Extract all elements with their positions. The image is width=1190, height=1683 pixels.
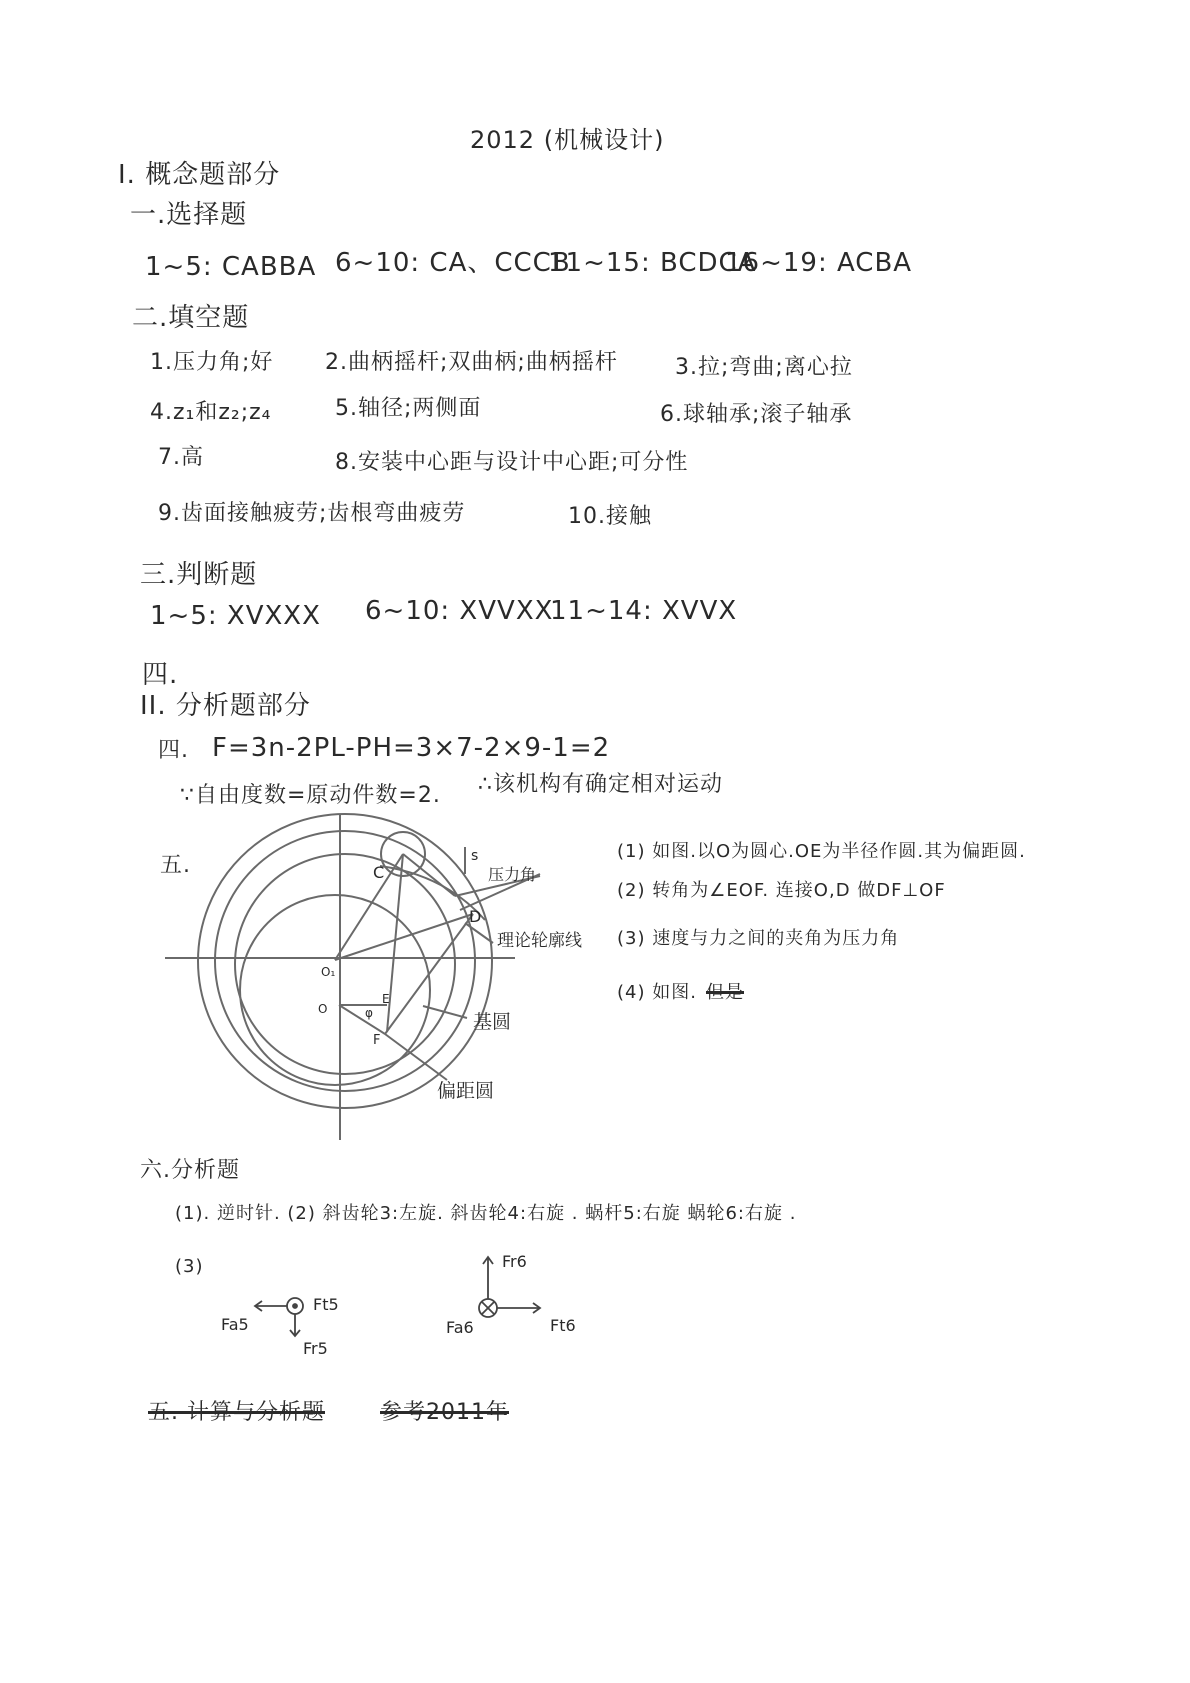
- label-fa6: Fa6: [446, 1318, 474, 1337]
- fill-answer-3: 3.拉;弯曲;离心拉: [675, 355, 853, 380]
- judge-answer-3: 11~14: XVVX: [550, 596, 738, 626]
- q4-label: 四.: [158, 738, 189, 763]
- choice-answer-1: 1~5: CABBA: [145, 252, 317, 282]
- choice-heading: 一.选择题: [130, 200, 248, 230]
- q6-heading: 六.分析题: [140, 1158, 240, 1183]
- base-circle: [240, 895, 430, 1085]
- fill-answer-7: 7.高: [158, 445, 204, 470]
- label-ft5: Ft5: [313, 1295, 339, 1314]
- label-o1: O₁: [321, 965, 336, 979]
- part2-marker: 四.: [142, 660, 179, 690]
- q5-note-4: (4) 如图.: [617, 982, 697, 1003]
- fill-answer-2: 2.曲柄摇杆;双曲柄;曲柄摇杆: [325, 350, 618, 375]
- q5-note-2: (2) 转角为∠EOF. 连接O,D 做DF⊥OF: [617, 880, 946, 901]
- label-o: O: [318, 1002, 328, 1016]
- label-fr6: Fr6: [502, 1252, 527, 1271]
- label-offset-circle: 偏距圆: [437, 1080, 495, 1102]
- label-ft6: Ft6: [550, 1316, 576, 1335]
- q5-strike-note: 但是: [706, 982, 744, 1003]
- out-of-page-dot: [293, 1304, 297, 1308]
- line-o-f: [339, 1005, 385, 1034]
- inner-circle: [235, 854, 455, 1074]
- label-s: s: [471, 848, 479, 864]
- choice-answer-3: 11~15: BCDCA: [548, 248, 757, 278]
- q5-label: 五.: [160, 853, 191, 878]
- force-diagram-left: [215, 1288, 345, 1368]
- crossed-heading: 五. 计算与分析题: [148, 1400, 325, 1425]
- fill-answer-4: 4.z₁和z₂;z₄: [150, 400, 272, 425]
- choice-answer-4: 16~19: ACBA: [725, 248, 913, 278]
- force-diagram-right: [440, 1245, 600, 1345]
- judge-answer-2: 6~10: XVVXX: [365, 596, 554, 626]
- follower-line-c: [335, 854, 403, 960]
- q4-formula: F=3n-2PL-PH=3×7-2×9-1=2: [212, 733, 611, 763]
- q5-note-3: (3) 速度与力之间的夹角为压力角: [617, 928, 900, 949]
- part1-heading: I. 概念题部分: [118, 160, 281, 190]
- fill-answer-1: 1.压力角;好: [150, 350, 274, 375]
- fill-answer-9: 9.齿面接触疲劳;齿根弯曲疲劳: [158, 501, 466, 526]
- label-phi: φ: [365, 1006, 373, 1020]
- page-title: 2012 (机械设计): [470, 126, 665, 154]
- q5-note-1: (1) 如图.以O为圆心.OE为半径作圆.其为偏距圆.: [617, 841, 1026, 862]
- q4-conclusion: ∴该机构有确定相对运动: [478, 772, 723, 797]
- fill-answer-10: 10.接触: [568, 504, 652, 529]
- fill-answer-6: 6.球轴承;滚子轴承: [660, 402, 853, 427]
- q6-line1: (1). 逆时针. (2) 斜齿轮3:左旋. 斜齿轮4:右旋 . 蜗杆5:右旋 蜗轮6:右旋 .: [175, 1203, 797, 1224]
- crossed-reference: 参考2011年: [380, 1400, 509, 1425]
- fill-heading: 二.填空题: [132, 303, 250, 333]
- label-f: F: [373, 1033, 381, 1048]
- q6-label3: (3): [175, 1256, 204, 1277]
- part2-heading: II. 分析题部分: [140, 691, 311, 721]
- choice-answer-2: 6~10: CA、CCCB: [335, 248, 571, 278]
- judge-answer-1: 1~5: XVXXX: [150, 601, 321, 631]
- label-c: C: [373, 863, 385, 882]
- label-fa5: Fa5: [221, 1315, 249, 1334]
- label-base-circle: 基圆: [473, 1011, 512, 1033]
- label-e: E: [382, 992, 390, 1006]
- q4-reason: ∵自由度数=原动件数=2.: [180, 783, 441, 808]
- judge-heading: 三.判断题: [140, 560, 258, 590]
- label-d: D: [469, 907, 482, 926]
- label-theory-profile: 理论轮廓线: [497, 931, 582, 951]
- fill-answer-5: 5.轴径;两侧面: [335, 396, 482, 421]
- label-fr5: Fr5: [303, 1339, 328, 1358]
- fill-answer-8: 8.安装中心距与设计中心距;可分性: [335, 450, 689, 475]
- theory-profile-circle: [215, 831, 475, 1091]
- label-pressure-angle: 压力角: [488, 865, 537, 884]
